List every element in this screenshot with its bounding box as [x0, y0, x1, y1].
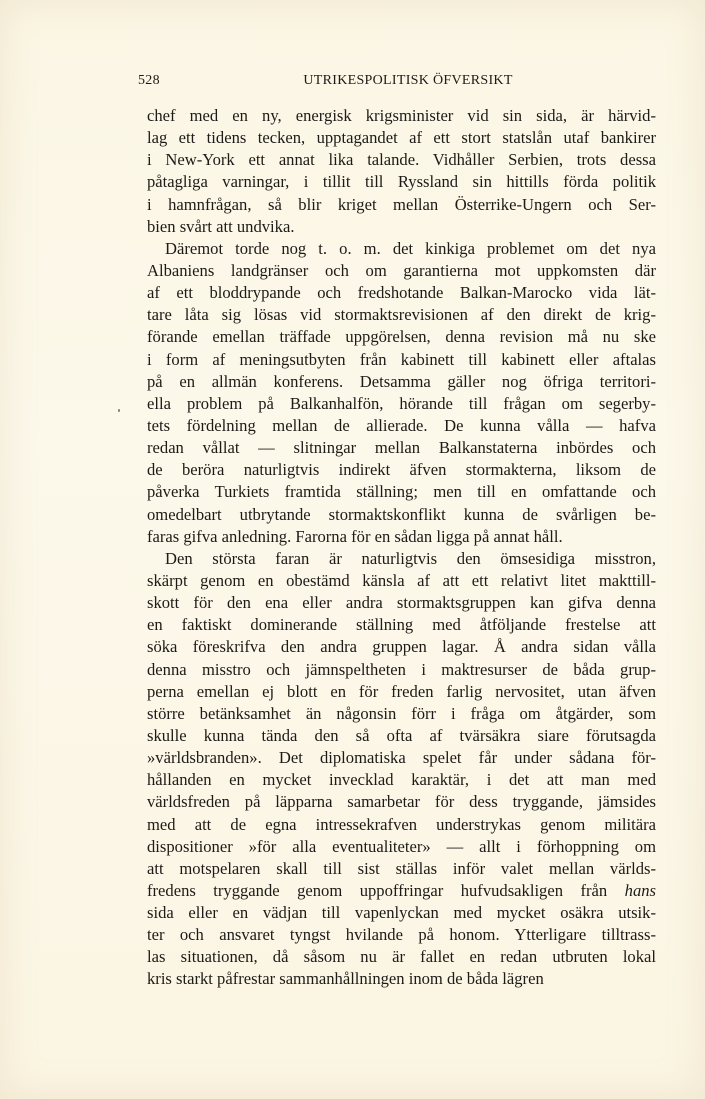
paragraph [147, 105, 656, 238]
text-line: denna misstro och jämnspeltheten i maktresurser de båda grup- [147, 659, 656, 679]
text-line: i New-York ett annat lika talande. Vidhåller Serbien, trots dessa [147, 150, 656, 170]
text-line: tare låta sig lösas vid stormaktsrevisionen af den direkt de krig- [147, 305, 656, 325]
text-line: chef med en ny, energisk krigsminister vid sin sida, är härvid- [147, 106, 656, 125]
text-line: ella problem på Balkanhalfön, hörande till frågan om segerby- [147, 393, 656, 413]
text-line: påverka Turkiets framtida ställning; men till en omfattande och [147, 482, 656, 502]
text-line: Albaniens landgränser och om garantierna mot uppkomsten där [147, 260, 656, 280]
page-number: 528 [138, 73, 160, 88]
text-line: »världsbranden». Det diplomatiska spelet får under sådana för- [147, 748, 656, 768]
text-line: redan vållat — slitningar mellan Balkanstaterna inbördes och [147, 438, 656, 458]
text-line: lag ett tidens tecken, upptagandet af ett stort statslån utaf bankirer [147, 128, 656, 148]
text-line: omedelbart utbrytande stormaktskonflikt kunna de svårligen be- [147, 504, 656, 524]
text-line: en faktiskt dominerande ställning med åtföljande frestelse att [147, 615, 656, 635]
text-line: dispositioner »för alla eventualiteter» — allt i förhoppning om [147, 836, 656, 856]
text-line: Däremot torde nog t. o. m. det kinkiga problemet om det nya [165, 238, 656, 258]
margin-speck [118, 409, 120, 412]
text-line: ter och ansvaret tyngst hvilande på honom. Ytterligare tilltrass- [147, 925, 656, 945]
text-line: i hamnfrågan, så blir kriget mellan Österrike-Ungern och Ser- [147, 194, 656, 214]
emphasis: hans [624, 880, 656, 900]
text-line: perna emellan ej blott en för freden farlig nervositet, utan äfven [147, 681, 656, 701]
text-line: Den största faran är naturligtvis den ömsesidiga misstron, [165, 548, 656, 568]
text-line: på en allmän konferens. Detsamma gäller nog öfriga territori- [147, 371, 656, 391]
text-line: påtagliga varningar, i tillit till Ryssland sin hittills förda politik [147, 172, 656, 192]
text-line: de beröra naturligtvis indirekt äfven stormakterna, liksom de [147, 460, 656, 480]
text-line: i form af meningsutbyten från kabinett till kabinett eller aftalas [147, 349, 656, 369]
text-line: förande emellan träffade uppgörelsen, denna revision må nu ske [147, 327, 656, 347]
text-line: fredens tryggande genom uppoffringar hufvudsakligen från hans [147, 880, 656, 900]
text-line: med att de egna intressekrafven understrykas genom militära [147, 814, 656, 834]
text-line: skott för den ena eller andra stormaktsgruppen kan gifva denna [147, 593, 656, 613]
text-line: af ett bloddrypande och fredshotande Balkan-Marocko vida lät- [147, 283, 656, 303]
text-line: bien svårt att undvika. [147, 216, 295, 236]
text-line: las situationen, då såsom nu är fallet en redan utbruten lokal [147, 947, 656, 967]
paragraph [147, 548, 656, 991]
body-text [147, 105, 656, 991]
text-line: världsfreden på läpparna samarbetar för dess tryggande, jämsides [147, 792, 656, 812]
paragraph [147, 238, 656, 548]
text-line: söka föreskrifva den andra gruppen lagar. Å andra sidan vålla [147, 637, 656, 657]
text-line: skärpt genom en obestämd känsla af att ett relativt litet makttill- [147, 570, 656, 590]
text-line: tets fördelning mellan de allierade. De kunna vålla — hafva [147, 415, 656, 435]
text-line: större betänksamhet än någonsin förr i fråga om åtgärder, som [147, 703, 656, 723]
page-header [138, 73, 658, 95]
text-line: kris starkt påfrestar sammanhållningen inom de båda lägren [147, 969, 544, 989]
text-line: skulle kunna tända den så ofta af tvärsäkra siare förutsagda [147, 725, 656, 745]
text-line: att motspelaren skall till sist ställas inför valet mellan världs- [147, 858, 656, 878]
text-line: faras gifva anledning. Farorna för en sådan ligga på annat håll. [147, 526, 563, 546]
text-line: hållanden en mycket invecklad karaktär, i det att man med [147, 770, 656, 790]
running-title: UTRIKESPOLITISK ÖFVERSIKT [303, 73, 513, 88]
text-line: sida eller en vädjan till vapenlyckan med mycket osäkra utsik- [147, 903, 656, 923]
